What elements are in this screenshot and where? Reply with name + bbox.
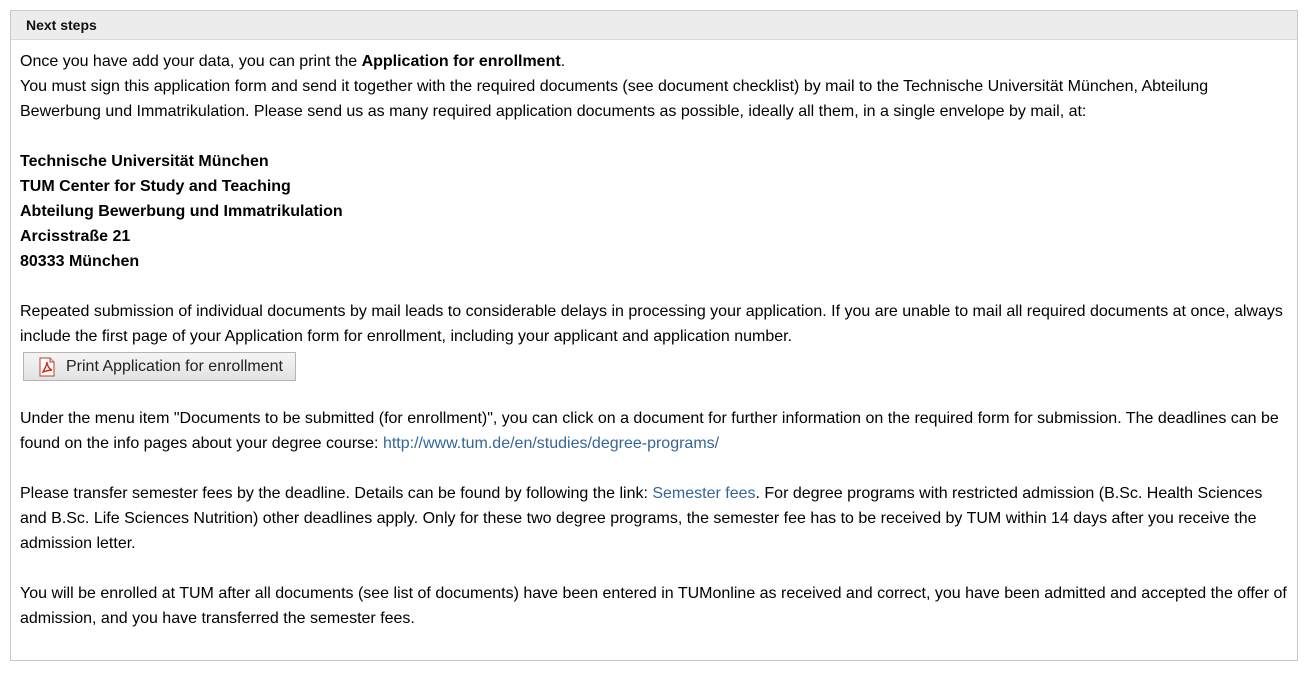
address-block: [20, 149, 1288, 274]
print-button-label: Print Application for enrollment: [66, 357, 283, 375]
next-steps-panel: [10, 10, 1298, 661]
fees-prefix: Please transfer semester fees by the deadline. Details can be found by following the link:: [20, 485, 653, 502]
address-line: Abteilung Bewerbung und Immatrikulation: [20, 203, 343, 220]
pdf-icon: [38, 357, 56, 377]
fees-paragraph: [20, 481, 1288, 556]
panel-body: [11, 40, 1297, 631]
address-line: Arcisstraße 21: [20, 228, 131, 245]
print-application-button[interactable]: [23, 352, 296, 381]
address-line: TUM Center for Study and Teaching: [20, 178, 291, 195]
degree-programs-link[interactable]: http://www.tum.de/en/studies/degree-programs/: [382, 435, 720, 452]
intro-prefix: Once you have add your data, you can print the: [20, 53, 362, 70]
intro-line2: You must sign this application form and send it together with the required documents (see document checklist) by mail to the Technische Universität München, Abteilung Bewerbung und Immatrikulation. Please send us as many required application documents as possible, ideally all them, in a single envelope by mail, at:: [20, 78, 1209, 120]
repeated-submission-text: Repeated submission of individual documents by mail leads to considerable delays in processing your application. If you are unable to mail all required documents at once, always include the first page of your Application form for enrollment, including your applicant and application number.: [20, 303, 1283, 345]
panel-title: Next steps: [11, 11, 1297, 40]
address-line: Technische Universität München: [20, 153, 269, 170]
intro-bold: Application for enrollment: [361, 53, 561, 70]
documents-text: Under the menu item "Documents to be submitted (for enrollment)", you can click on a document for further information on the required form for submission. The deadlines can be found on the info pages about your degree course:: [20, 410, 1279, 452]
semester-fees-link[interactable]: Semester fees: [652, 485, 756, 502]
intro-suffix: .: [560, 53, 566, 70]
address-line: 80333 München: [20, 253, 140, 270]
documents-paragraph: [20, 406, 1288, 456]
fees-suffix: . For degree programs with restricted admission (B.Sc. Health Sciences and B.Sc. Life Sciences Nutrition) other deadlines apply. Only for these two degree programs, the semester fee has to be received by TUM within 14 days after you receive the admission letter.: [20, 485, 1263, 552]
intro-paragraph: [20, 49, 1288, 124]
enrollment-paragraph: You will be enrolled at TUM after all documents (see list of documents) have been entered in TUMonline as received and correct, you have been admitted and accepted the offer of admission, and you have transferred the semester fees.: [20, 585, 1287, 627]
